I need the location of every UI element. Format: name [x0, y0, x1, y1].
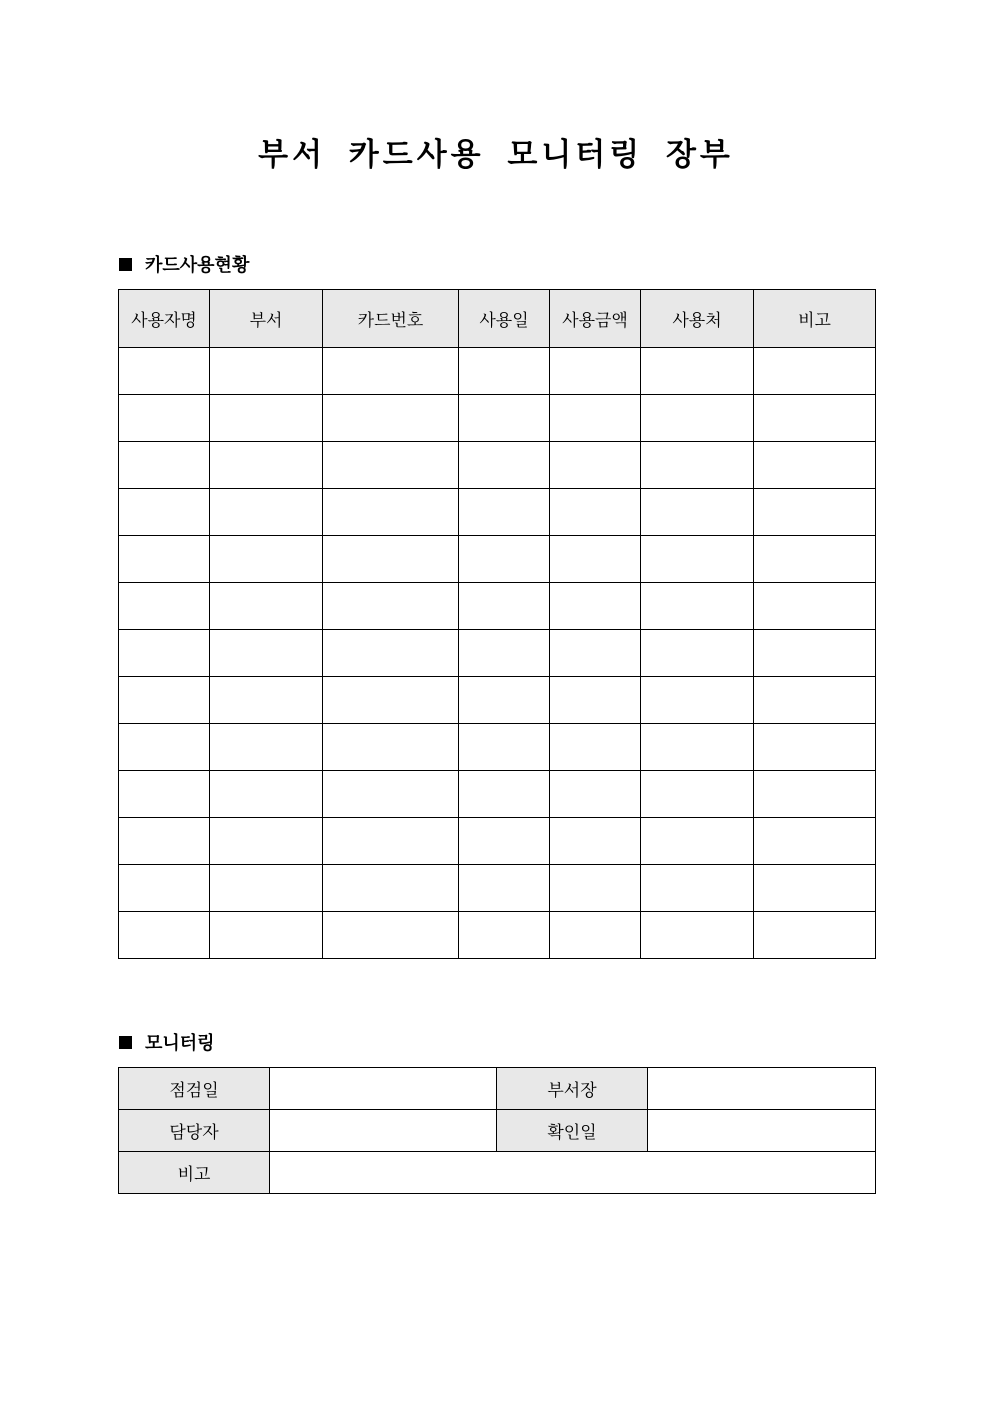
table-row [119, 442, 876, 489]
table-cell[interactable] [459, 677, 550, 724]
table-cell[interactable] [754, 395, 876, 442]
table-cell[interactable] [323, 677, 459, 724]
column-header-remarks: 비고 [754, 290, 876, 348]
column-header-department: 부서 [210, 290, 323, 348]
table-cell[interactable] [641, 912, 754, 959]
table-cell[interactable] [210, 583, 323, 630]
table-cell[interactable] [323, 395, 459, 442]
table-cell[interactable] [550, 912, 641, 959]
table-row [119, 771, 876, 818]
table-cell[interactable] [210, 442, 323, 489]
table-row [119, 1152, 876, 1194]
table-cell[interactable] [550, 489, 641, 536]
table-cell[interactable] [323, 771, 459, 818]
table-cell[interactable] [754, 865, 876, 912]
table-cell[interactable] [210, 536, 323, 583]
table-cell[interactable] [210, 818, 323, 865]
table-cell[interactable] [119, 865, 210, 912]
table-cell[interactable] [550, 677, 641, 724]
table-row [119, 818, 876, 865]
table-row [119, 912, 876, 959]
column-header-merchant: 사용처 [641, 290, 754, 348]
usage-section-title: 카드사용현황 [145, 255, 250, 276]
manager-field[interactable] [270, 1110, 497, 1152]
table-cell[interactable] [459, 348, 550, 395]
table-cell[interactable] [550, 630, 641, 677]
table-cell[interactable] [119, 489, 210, 536]
table-cell[interactable] [119, 536, 210, 583]
table-cell[interactable] [641, 489, 754, 536]
column-header-card-number: 카드번호 [323, 290, 459, 348]
table-cell[interactable] [323, 348, 459, 395]
table-cell[interactable] [119, 395, 210, 442]
monitoring-section-heading [119, 1029, 215, 1055]
table-cell[interactable] [459, 630, 550, 677]
table-cell[interactable] [210, 348, 323, 395]
table-row [119, 1110, 876, 1152]
table-cell[interactable] [210, 489, 323, 536]
inspection-date-label: 점검일 [119, 1068, 270, 1110]
table-cell[interactable] [323, 442, 459, 489]
table-row [119, 489, 876, 536]
table-header-row [119, 290, 876, 348]
table-cell[interactable] [119, 630, 210, 677]
table-cell[interactable] [119, 818, 210, 865]
remarks-label: 비고 [119, 1152, 270, 1194]
table-cell[interactable] [459, 912, 550, 959]
table-cell[interactable] [210, 395, 323, 442]
table-cell[interactable] [550, 771, 641, 818]
table-row [119, 536, 876, 583]
table-cell[interactable] [210, 771, 323, 818]
table-cell[interactable] [550, 442, 641, 489]
table-cell[interactable] [550, 865, 641, 912]
table-cell[interactable] [641, 771, 754, 818]
table-cell[interactable] [459, 489, 550, 536]
table-cell[interactable] [754, 724, 876, 771]
table-cell[interactable] [550, 583, 641, 630]
table-cell[interactable] [323, 489, 459, 536]
table-cell[interactable] [754, 348, 876, 395]
card-usage-table [118, 289, 876, 959]
column-header-use-date: 사용일 [459, 290, 550, 348]
table-row [119, 677, 876, 724]
confirm-date-label: 확인일 [497, 1110, 648, 1152]
table-row [119, 865, 876, 912]
confirm-date-field[interactable] [648, 1110, 876, 1152]
table-cell[interactable] [641, 583, 754, 630]
table-row [119, 348, 876, 395]
table-cell[interactable] [459, 771, 550, 818]
table-cell[interactable] [550, 348, 641, 395]
card-usage-table-body [119, 348, 876, 959]
table-cell[interactable] [459, 536, 550, 583]
table-cell[interactable] [323, 630, 459, 677]
table-cell[interactable] [323, 536, 459, 583]
page-title: 부서 카드사용 모니터링 장부 [258, 137, 734, 173]
table-cell[interactable] [754, 536, 876, 583]
table-cell[interactable] [323, 583, 459, 630]
table-cell[interactable] [641, 865, 754, 912]
monitoring-table [118, 1067, 876, 1194]
table-cell[interactable] [210, 865, 323, 912]
table-cell[interactable] [459, 583, 550, 630]
table-cell[interactable] [641, 395, 754, 442]
table-cell[interactable] [323, 865, 459, 912]
inspection-date-field[interactable] [270, 1068, 497, 1110]
table-cell[interactable] [119, 771, 210, 818]
table-cell[interactable] [641, 677, 754, 724]
table-cell[interactable] [119, 724, 210, 771]
table-cell[interactable] [210, 724, 323, 771]
table-row [119, 1068, 876, 1110]
table-cell[interactable] [754, 912, 876, 959]
table-row [119, 583, 876, 630]
table-cell[interactable] [119, 912, 210, 959]
square-bullet-icon [119, 258, 132, 271]
table-cell[interactable] [210, 630, 323, 677]
table-cell[interactable] [641, 442, 754, 489]
table-row [119, 724, 876, 771]
table-cell[interactable] [210, 677, 323, 724]
table-cell[interactable] [119, 348, 210, 395]
table-row [119, 630, 876, 677]
dept-head-label: 부서장 [497, 1068, 648, 1110]
table-cell[interactable] [459, 724, 550, 771]
table-cell[interactable] [459, 395, 550, 442]
table-cell[interactable] [550, 818, 641, 865]
table-cell[interactable] [641, 348, 754, 395]
table-row [119, 395, 876, 442]
table-cell[interactable] [210, 912, 323, 959]
table-cell[interactable] [641, 630, 754, 677]
remarks-field[interactable] [270, 1152, 876, 1194]
table-cell[interactable] [459, 442, 550, 489]
table-cell[interactable] [323, 912, 459, 959]
table-cell[interactable] [550, 724, 641, 771]
table-cell[interactable] [459, 818, 550, 865]
table-cell[interactable] [754, 489, 876, 536]
table-cell[interactable] [119, 677, 210, 724]
table-cell[interactable] [641, 724, 754, 771]
table-cell[interactable] [119, 442, 210, 489]
table-cell[interactable] [323, 724, 459, 771]
dept-head-field[interactable] [648, 1068, 876, 1110]
monitoring-section-title: 모니터링 [145, 1033, 215, 1054]
table-cell[interactable] [754, 630, 876, 677]
column-header-amount: 사용금액 [550, 290, 641, 348]
column-header-user-name: 사용자명 [119, 290, 210, 348]
table-cell[interactable] [754, 677, 876, 724]
table-cell[interactable] [459, 865, 550, 912]
table-cell[interactable] [754, 818, 876, 865]
table-cell[interactable] [754, 583, 876, 630]
table-cell[interactable] [323, 818, 459, 865]
usage-section-heading [119, 251, 249, 277]
table-cell[interactable] [641, 536, 754, 583]
table-cell[interactable] [754, 442, 876, 489]
table-cell[interactable] [550, 536, 641, 583]
square-bullet-icon [119, 1036, 132, 1049]
table-cell[interactable] [754, 771, 876, 818]
table-cell[interactable] [119, 583, 210, 630]
table-cell[interactable] [550, 395, 641, 442]
manager-label: 담당자 [119, 1110, 270, 1152]
table-cell[interactable] [641, 818, 754, 865]
